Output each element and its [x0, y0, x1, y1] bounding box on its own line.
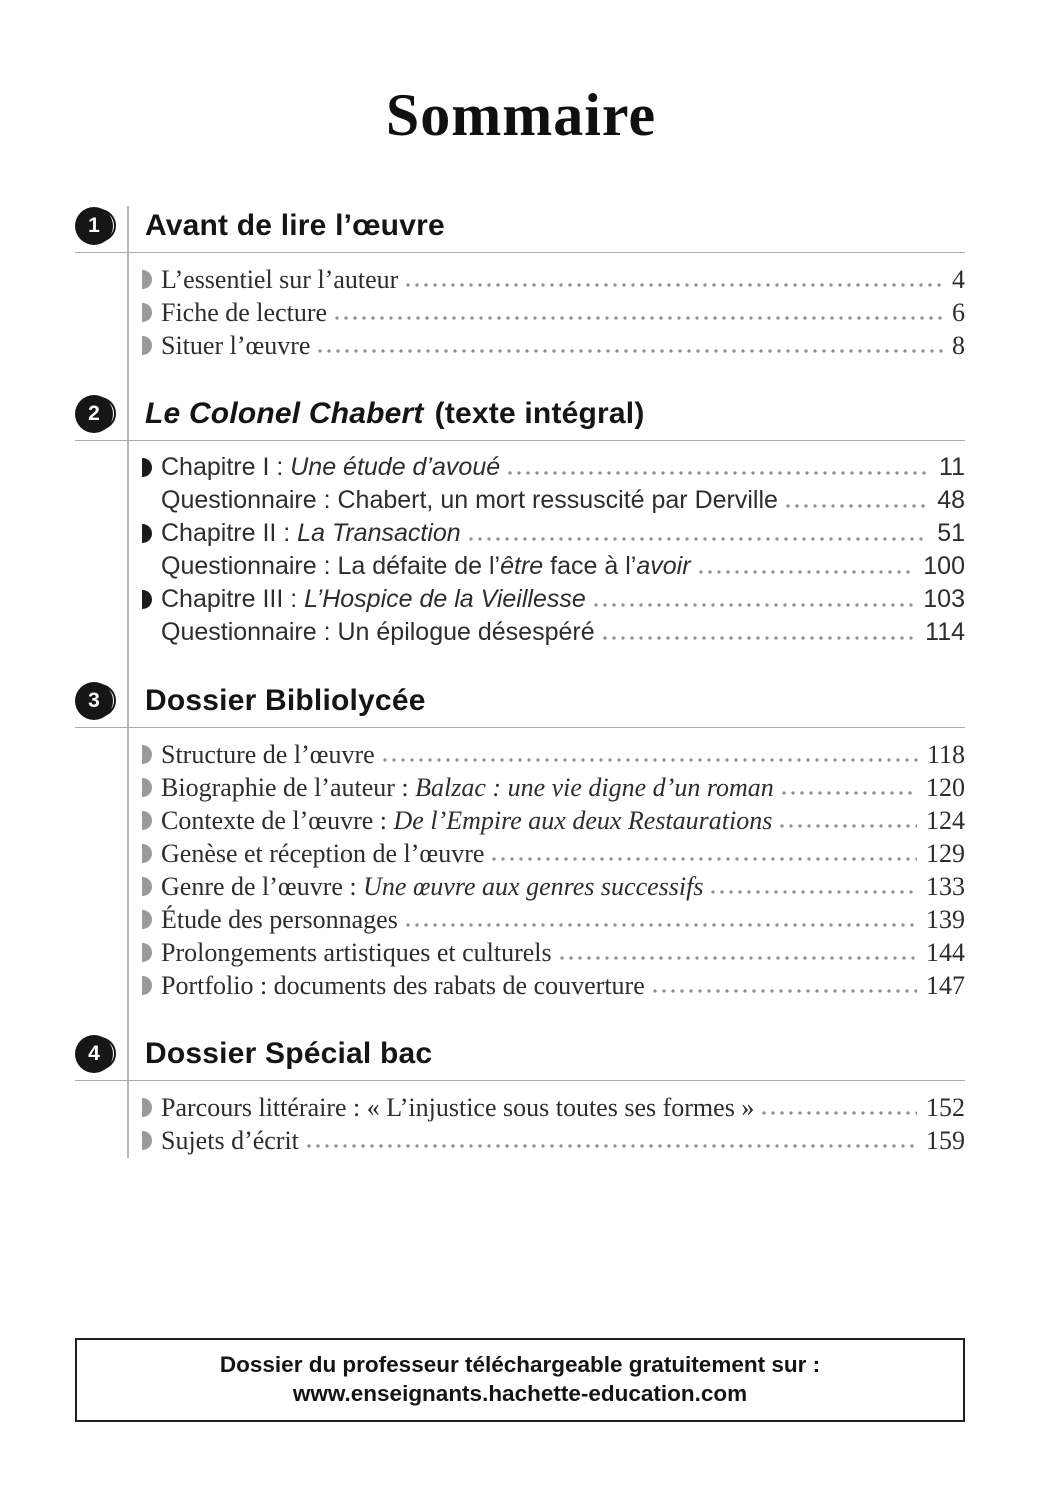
page-number: 129 — [926, 839, 965, 868]
toc-item-label-italic: Une étude d’avoué — [290, 453, 501, 481]
toc-item-label: Chapitre I : — [161, 453, 291, 481]
toc-item-label: Chapitre II : — [161, 519, 298, 547]
dot-leader — [492, 855, 917, 863]
page-number: 8 — [952, 331, 965, 360]
toc-item-label: Questionnaire : Un épilogue désespéré — [161, 618, 595, 646]
half-disc-bullet-icon — [142, 976, 152, 995]
toc-item — [142, 484, 965, 517]
page-number: 152 — [926, 1093, 965, 1122]
page-number: 11 — [939, 453, 965, 481]
page-number: 51 — [937, 519, 965, 547]
half-disc-bullet-icon — [142, 811, 152, 830]
toc-content — [75, 204, 965, 1157]
dot-leader — [406, 921, 917, 929]
section-number-badge — [75, 207, 113, 245]
toc-item — [142, 969, 965, 1002]
half-disc-bullet-icon — [142, 303, 152, 322]
page-number: 118 — [926, 740, 965, 769]
dot-leader — [594, 601, 915, 609]
page-number: 4 — [952, 265, 965, 294]
half-disc-bullet-icon — [142, 745, 152, 764]
toc-item — [142, 903, 965, 936]
section-avant-de-lire — [75, 204, 965, 362]
toc-item — [142, 738, 965, 771]
toc-item-label: Questionnaire : La défaite de l’ — [161, 552, 501, 580]
half-disc-bullet-icon — [142, 524, 152, 543]
half-disc-bullet-icon — [142, 590, 152, 609]
toc-item-label: Genre de l’œuvre : — [161, 872, 364, 901]
dot-leader — [335, 314, 943, 322]
toc-item — [142, 616, 965, 649]
toc-item-label: L’essentiel sur l’auteur — [161, 265, 399, 294]
half-disc-bullet-icon — [142, 1098, 152, 1117]
section-title: Avant de lire l’œuvre — [145, 209, 445, 242]
toc-item-label: Genèse et réception de l’œuvre — [161, 839, 485, 868]
toc-item-label: Structure de l’œuvre — [161, 740, 375, 769]
toc-item-label: Fiche de lecture — [161, 298, 328, 327]
dot-leader — [699, 568, 915, 576]
toc-item-label: Prolongements artistiques et culturels — [161, 938, 552, 967]
page-number: 6 — [952, 298, 965, 327]
toc-item — [142, 837, 965, 870]
page-number: 114 — [925, 618, 965, 646]
toc-item — [142, 263, 965, 296]
toc-item-label-italic: L’Hospice de la Vieillesse — [304, 585, 586, 613]
toc-item-label-italic: Balzac : une vie digne d’un roman — [415, 773, 774, 802]
section-number: 4 — [75, 1035, 113, 1073]
half-disc-bullet-icon — [142, 458, 152, 477]
toc-items — [75, 728, 965, 1002]
toc-item — [142, 517, 965, 550]
section-number: 3 — [75, 682, 113, 720]
section-number-badge — [75, 682, 113, 720]
toc-item-label: Sujets d’écrit — [161, 1126, 299, 1155]
footer-url: www.enseignants.hachette-education.com — [292, 1381, 748, 1406]
section-dossier-bibliolycee — [75, 679, 965, 1002]
dot-leader — [653, 987, 917, 995]
dot-leader — [603, 634, 917, 642]
half-disc-bullet-icon — [142, 910, 152, 929]
dot-leader — [762, 1109, 917, 1117]
page-number: 120 — [926, 773, 965, 802]
footer-text: Dossier du professeur téléchargeable gratuitement sur : — [219, 1352, 821, 1377]
half-disc-bullet-icon — [142, 270, 152, 289]
toc-item-label: face à l’ — [543, 552, 637, 580]
toc-item-label-italic: Une œuvre aux genres successifs — [363, 872, 704, 901]
toc-item-label: Étude des personnages — [161, 905, 398, 934]
dot-leader — [711, 888, 917, 896]
toc-item — [142, 451, 965, 484]
section-header — [75, 392, 965, 436]
dot-leader — [560, 954, 917, 962]
page-number: 133 — [926, 872, 965, 901]
dot-leader — [786, 502, 928, 510]
teacher-resource-box — [75, 1338, 965, 1422]
dot-leader — [469, 535, 929, 543]
section-header — [75, 1032, 965, 1076]
section-header — [75, 679, 965, 723]
toc-item — [142, 583, 965, 616]
page-number: 48 — [937, 486, 965, 514]
section-texte-integral — [75, 392, 965, 649]
toc-item — [142, 1091, 965, 1124]
dot-leader — [307, 1142, 917, 1150]
half-disc-bullet-icon — [142, 336, 152, 355]
page-title: Sommaire — [385, 82, 657, 148]
toc-item — [142, 936, 965, 969]
toc-item — [142, 550, 965, 583]
dot-leader — [318, 347, 943, 355]
page-number: 159 — [926, 1126, 965, 1155]
toc-item-label-italic: De l’Empire aux deux Restaurations — [393, 806, 773, 835]
page-number: 100 — [923, 552, 965, 580]
toc-item-label: Chapitre III : — [161, 585, 305, 613]
section-number-badge — [75, 395, 113, 433]
toc-item-label-italic: être — [500, 552, 544, 580]
toc-items — [75, 441, 965, 649]
page-number: 144 — [926, 938, 965, 967]
half-disc-bullet-icon — [142, 844, 152, 863]
dot-leader — [508, 469, 930, 477]
page-number: 103 — [923, 585, 965, 613]
dot-leader — [383, 756, 918, 764]
toc-items — [75, 1081, 965, 1157]
section-header — [75, 204, 965, 248]
half-disc-bullet-icon — [142, 778, 152, 797]
toc-item-label: Parcours littéraire : « L’injustice sous toutes ses formes » — [161, 1093, 755, 1122]
toc-item — [142, 296, 965, 329]
half-disc-bullet-icon — [142, 877, 152, 896]
toc-items — [75, 253, 965, 362]
page-number: 147 — [926, 971, 965, 1000]
toc-item — [142, 771, 965, 804]
toc-item-label: Biographie de l’auteur : — [161, 773, 416, 802]
toc-item-label-italic: avoir — [636, 552, 691, 580]
half-disc-bullet-icon — [142, 1131, 152, 1150]
section-title — [145, 397, 645, 431]
dot-leader — [782, 789, 917, 797]
half-disc-bullet-icon — [142, 943, 152, 962]
section-number-badge — [75, 1035, 113, 1073]
page-number: 139 — [926, 905, 965, 934]
section-dossier-special-bac — [75, 1032, 965, 1157]
toc-item-label: Contexte de l’œuvre : — [161, 806, 394, 835]
work-title: Le Colonel Chabert — [145, 397, 424, 430]
toc-item-label: Questionnaire : Chabert, un mort ressuscité par Derville — [161, 486, 778, 514]
section-number: 2 — [75, 395, 113, 433]
toc-item — [142, 1124, 965, 1157]
toc-item — [142, 329, 965, 362]
section-number: 1 — [75, 207, 113, 245]
section-title: Dossier Bibliolycée — [145, 684, 426, 717]
section-title: Dossier Spécial bac — [145, 1037, 433, 1070]
section-title-suffix: (texte intégral) — [434, 397, 645, 430]
toc-item-label: Situer l’œuvre — [161, 331, 311, 360]
dot-leader — [406, 281, 943, 289]
dot-leader — [780, 822, 917, 830]
page-number: 124 — [926, 806, 965, 835]
toc-item-label: Portfolio : documents des rabats de couverture — [161, 971, 645, 1000]
toc-item — [142, 870, 965, 903]
toc-item — [142, 804, 965, 837]
toc-item-label-italic: La Transaction — [297, 519, 461, 547]
